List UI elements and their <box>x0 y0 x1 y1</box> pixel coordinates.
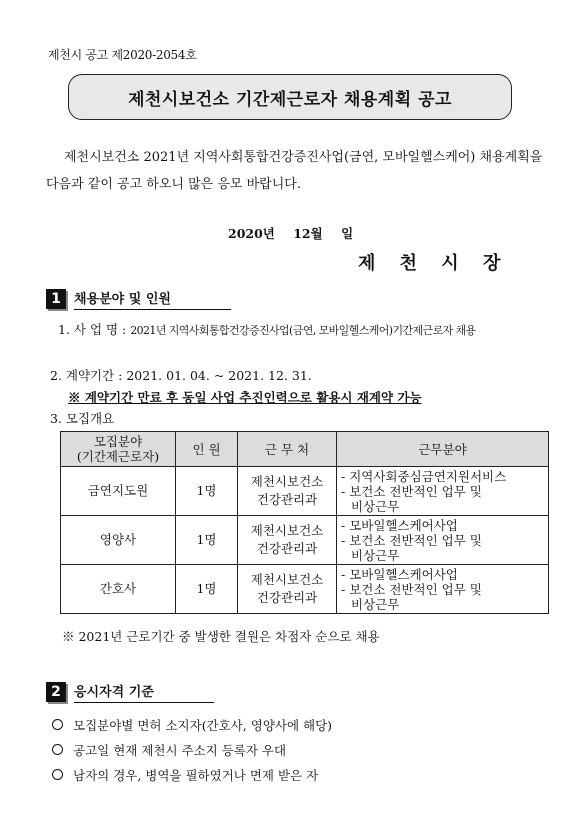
circle-bullet-icon <box>52 744 63 755</box>
list-item-text: 남자의 경우, 병역을 필하였거나 면제 받은 자 <box>73 767 319 783</box>
table-row <box>61 565 549 614</box>
cell-count: 1명 <box>176 565 238 614</box>
recruitment-table <box>60 431 549 614</box>
section-1-number: 1 <box>46 289 66 309</box>
project-name <box>58 320 548 341</box>
cell-count: 1명 <box>176 467 238 516</box>
office-line1: 제천시보건소 <box>250 572 324 587</box>
duty-line: - 보건소 전반적인 업무 및 <box>341 532 482 548</box>
office-line2: 건강관리과 <box>256 492 318 507</box>
project-name-value: 2021년 지역사회통합건강증진사업(금연, 모바일헬스케어)기간제근로자 채용 <box>130 324 476 337</box>
duty-line: - 보건소 전반적인 업무 및 <box>341 483 482 499</box>
circle-bullet-icon <box>52 719 63 730</box>
section-1-header <box>46 288 231 310</box>
issuer: 제 천 시 장 <box>358 253 510 274</box>
duty-line: - 보건소 전반적인 업무 및 <box>341 581 482 597</box>
duty-line: 비상근무 <box>351 547 400 563</box>
qualification-list <box>52 712 332 787</box>
circle-bullet-icon <box>52 769 63 780</box>
date-year: 2020년 <box>228 226 275 241</box>
list-item-text: 공고일 현재 제천시 주소지 등록자 우대 <box>73 742 287 758</box>
intro-paragraph: 제천시보건소 2021년 지역사회통합건강증진사업(금연, 모바일헬스케어) 채용계획을 다음과 같이 공고 하오니 많은 응모 바랍니다. <box>46 150 543 192</box>
cell-duties <box>337 565 549 614</box>
duty-line: - 모바일헬스케어사업 <box>341 566 458 582</box>
header-count: 인 원 <box>176 432 238 467</box>
cell-count: 1명 <box>176 516 238 565</box>
header-field-line2: (기간제근로자) <box>76 449 160 464</box>
contract-period: 2. 계약기간 : 2021. 01. 04. ~ 2021. 12. 31. <box>50 368 312 383</box>
date-day: 일 <box>341 226 354 241</box>
section-2-header <box>46 681 214 703</box>
announcement-date <box>228 224 367 242</box>
table-header-row <box>61 432 549 467</box>
duty-line: 비상근무 <box>351 596 400 612</box>
project-name-label: 1. 사 업 명 : <box>58 322 131 337</box>
duty-line: - 모바일헬스케어사업 <box>341 517 458 533</box>
office-line1: 제천시보건소 <box>250 474 324 489</box>
cell-field: 금연지도원 <box>61 467 176 516</box>
header-office: 근 무 처 <box>238 432 337 467</box>
header-field <box>61 432 176 467</box>
list-item-text: 모집분야별 면허 소지자(간호사, 영양사에 해당) <box>73 717 333 733</box>
section-1-title: 채용분야 및 인원 <box>74 288 231 310</box>
cell-office <box>238 516 337 565</box>
header-duties: 근무분야 <box>337 432 549 467</box>
office-line1: 제천시보건소 <box>250 523 324 538</box>
section-2-title: 응시자격 기준 <box>74 681 214 703</box>
table-row <box>61 516 549 565</box>
section-2-number: 2 <box>46 682 66 702</box>
renewal-warning: ※ 계약기간 만료 후 동일 사업 추진인력으로 활용시 재계약 가능 <box>68 390 422 405</box>
duty-line: 비상근무 <box>351 498 400 514</box>
cell-duties <box>337 467 549 516</box>
recruit-overview-label: 3. 모집개요 <box>50 411 115 426</box>
duty-line: - 지역사회중심금연지원서비스 <box>341 468 507 484</box>
list-item <box>52 712 332 737</box>
cell-field: 간호사 <box>61 565 176 614</box>
cell-duties <box>337 516 549 565</box>
cell-field: 영양사 <box>61 516 176 565</box>
header-field-line1: 모집분야 <box>93 434 143 449</box>
notice-number: 제천시 공고 제2020-2054호 <box>48 48 197 62</box>
date-month: 12월 <box>293 226 323 241</box>
table-row <box>61 467 549 516</box>
office-line2: 건강관리과 <box>256 590 318 605</box>
vacancy-note: ※ 2021년 근로기간 중 발생한 결원은 차점자 순으로 채용 <box>62 629 380 644</box>
cell-office <box>238 467 337 516</box>
list-item <box>52 762 332 787</box>
page-title: 제천시보건소 기간제근로자 채용계획 공고 <box>68 74 512 120</box>
list-item <box>52 737 332 762</box>
office-line2: 건강관리과 <box>256 541 318 556</box>
cell-office <box>238 565 337 614</box>
